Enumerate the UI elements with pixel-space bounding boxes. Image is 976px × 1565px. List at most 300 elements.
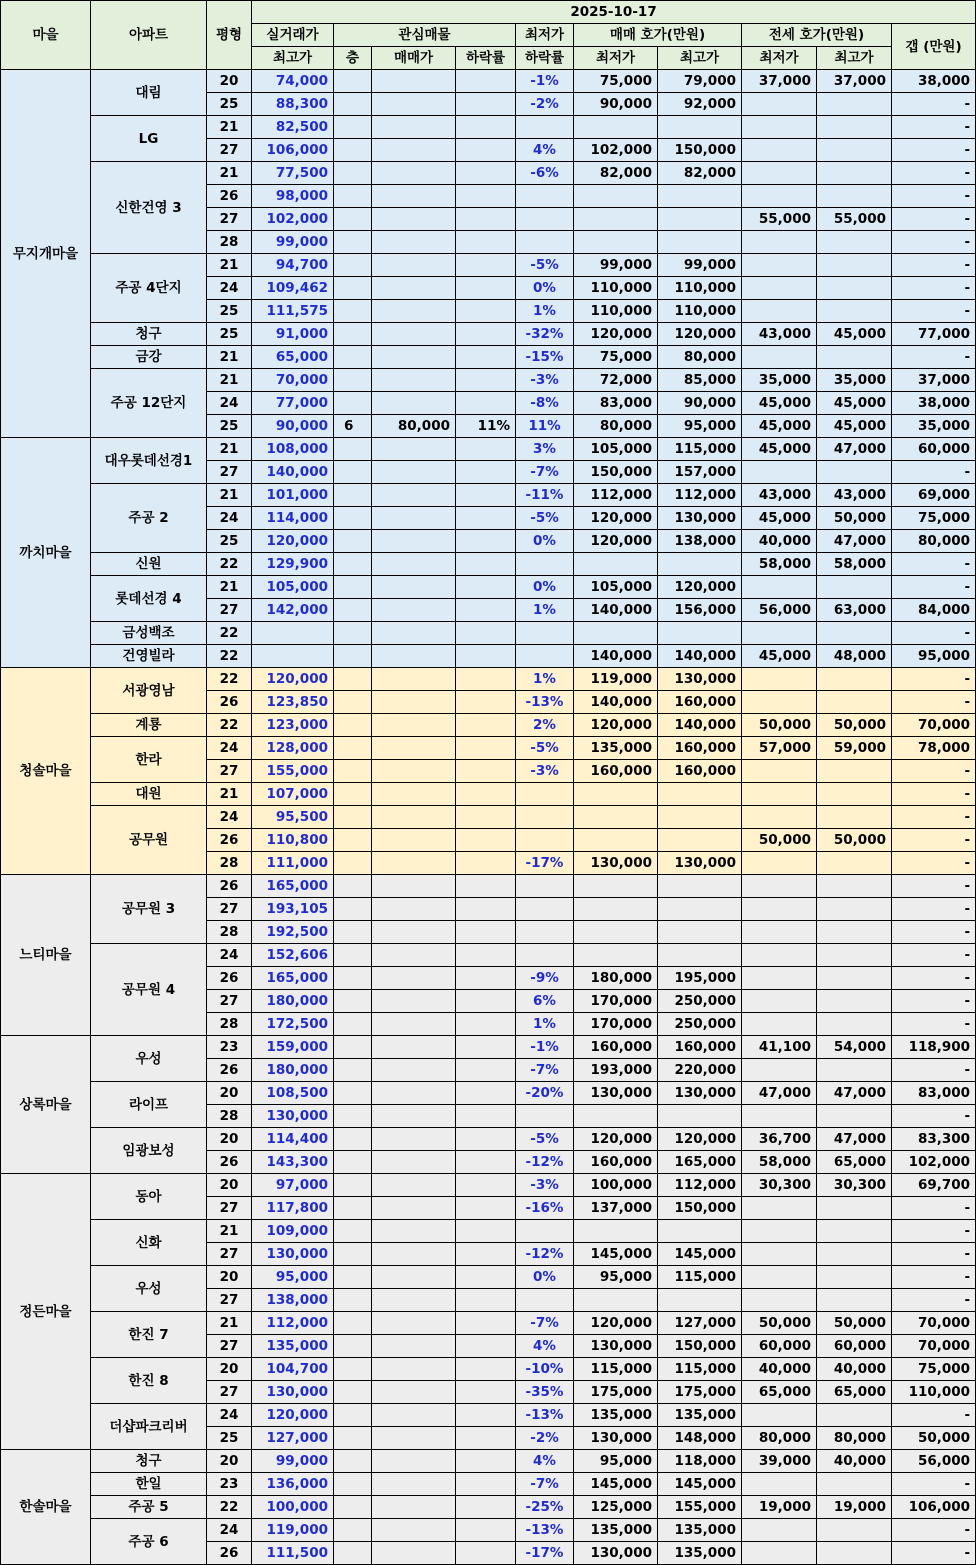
table-row xyxy=(1,714,976,737)
floor-cell xyxy=(334,392,372,415)
table-row xyxy=(1,1312,976,1335)
gap-cell: - xyxy=(892,300,976,323)
sale-min-cell: 120,000 xyxy=(574,323,658,346)
size-cell: 26 xyxy=(207,829,252,852)
table-row xyxy=(1,484,976,507)
gap-cell: - xyxy=(892,1197,976,1220)
jeonse-max-cell: 30,300 xyxy=(817,1174,892,1197)
village-name: 상록마을 xyxy=(1,1036,91,1174)
jeonse-max-cell xyxy=(817,691,892,714)
jeonse-min-cell: 43,000 xyxy=(742,484,817,507)
interest-drop-cell xyxy=(456,1335,516,1358)
gap-cell: 70,000 xyxy=(892,1312,976,1335)
floor-cell xyxy=(334,1059,372,1082)
sale-max-cell: 150,000 xyxy=(658,1197,742,1220)
sale-min-cell: 119,000 xyxy=(574,668,658,691)
interest-price-cell xyxy=(372,369,456,392)
jeonse-max-cell xyxy=(817,254,892,277)
floor-cell xyxy=(334,1105,372,1128)
table-row xyxy=(1,576,976,599)
interest-price-cell xyxy=(372,1243,456,1266)
gap-cell: 70,000 xyxy=(892,714,976,737)
sale-max-cell: 150,000 xyxy=(658,1335,742,1358)
interest-drop-cell xyxy=(456,369,516,392)
jeonse-min-cell xyxy=(742,668,817,691)
min-drop-cell xyxy=(516,921,574,944)
size-cell: 27 xyxy=(207,461,252,484)
gap-cell: - xyxy=(892,1013,976,1036)
jeonse-max-cell: 50,000 xyxy=(817,829,892,852)
sale-min-cell xyxy=(574,1105,658,1128)
gap-cell: 60,000 xyxy=(892,438,976,461)
jeonse-max-cell: 55,000 xyxy=(817,208,892,231)
sale-max-cell: 90,000 xyxy=(658,392,742,415)
min-drop-cell xyxy=(516,231,574,254)
jeonse-max-cell: 59,000 xyxy=(817,737,892,760)
jeonse-min-cell xyxy=(742,990,817,1013)
sale-min-cell xyxy=(574,898,658,921)
jeonse-min-cell xyxy=(742,254,817,277)
table-row xyxy=(1,70,976,93)
jeonse-min-cell xyxy=(742,622,817,645)
sale-min-cell: 75,000 xyxy=(574,346,658,369)
sale-max-cell xyxy=(658,806,742,829)
sale-min-cell: 105,000 xyxy=(574,438,658,461)
real-trade-cell: 104,700 xyxy=(252,1358,334,1381)
apartment-name: 대원 xyxy=(91,783,207,806)
jeonse-min-cell xyxy=(742,783,817,806)
floor-cell xyxy=(334,1082,372,1105)
real-trade-cell: 95,000 xyxy=(252,1266,334,1289)
interest-drop-cell xyxy=(456,530,516,553)
real-trade-cell: 143,300 xyxy=(252,1151,334,1174)
jeonse-max-cell: 80,000 xyxy=(817,1427,892,1450)
gap-cell: 56,000 xyxy=(892,1450,976,1473)
interest-price-cell xyxy=(372,1289,456,1312)
apartment-name: 공무원 4 xyxy=(91,944,207,1036)
sale-max-cell: 138,000 xyxy=(658,530,742,553)
jeonse-min-cell xyxy=(742,1059,817,1082)
jeonse-min-cell xyxy=(742,461,817,484)
size-cell: 24 xyxy=(207,806,252,829)
interest-drop-cell: 11% xyxy=(456,415,516,438)
interest-drop-cell xyxy=(456,967,516,990)
size-cell: 23 xyxy=(207,1036,252,1059)
sale-min-cell: 95,000 xyxy=(574,1266,658,1289)
real-trade-cell: 106,000 xyxy=(252,139,334,162)
apartment-name: 대우롯데선경1 xyxy=(91,438,207,484)
gap-cell: 118,900 xyxy=(892,1036,976,1059)
floor-cell xyxy=(334,277,372,300)
min-drop-cell xyxy=(516,1289,574,1312)
min-drop-cell: 6% xyxy=(516,990,574,1013)
real-trade-cell: 129,900 xyxy=(252,553,334,576)
jeonse-min-cell: 55,000 xyxy=(742,208,817,231)
sale-min-cell: 105,000 xyxy=(574,576,658,599)
interest-drop-cell xyxy=(456,898,516,921)
gap-cell: 106,000 xyxy=(892,1496,976,1519)
interest-price-cell xyxy=(372,1427,456,1450)
sale-max-cell: 148,000 xyxy=(658,1427,742,1450)
min-drop-cell xyxy=(516,829,574,852)
jeonse-min-cell xyxy=(742,346,817,369)
sale-max-cell: 112,000 xyxy=(658,1174,742,1197)
interest-drop-cell xyxy=(456,1243,516,1266)
gap-cell: 38,000 xyxy=(892,70,976,93)
min-drop-cell xyxy=(516,185,574,208)
size-cell: 27 xyxy=(207,1335,252,1358)
jeonse-min-cell xyxy=(742,300,817,323)
gap-cell: - xyxy=(892,1542,976,1565)
apartment-name: 금강 xyxy=(91,346,207,369)
sale-min-cell xyxy=(574,208,658,231)
min-drop-cell: -13% xyxy=(516,1404,574,1427)
table-row xyxy=(1,369,976,392)
sale-max-cell: 220,000 xyxy=(658,1059,742,1082)
sale-min-cell xyxy=(574,1220,658,1243)
interest-price-cell xyxy=(372,1335,456,1358)
sale-max-cell: 118,000 xyxy=(658,1450,742,1473)
size-cell: 22 xyxy=(207,645,252,668)
table-row xyxy=(1,875,976,898)
min-drop-cell: -1% xyxy=(516,70,574,93)
floor-cell xyxy=(334,346,372,369)
interest-price-cell xyxy=(372,1496,456,1519)
header-jeonse-max: 최고가 xyxy=(817,47,892,70)
header-size: 평형 xyxy=(207,1,252,70)
floor-cell xyxy=(334,852,372,875)
jeonse-max-cell xyxy=(817,967,892,990)
size-cell: 26 xyxy=(207,691,252,714)
floor-cell xyxy=(334,1496,372,1519)
jeonse-max-cell: 37,000 xyxy=(817,70,892,93)
jeonse-min-cell xyxy=(742,852,817,875)
jeonse-max-cell xyxy=(817,806,892,829)
gap-cell: 38,000 xyxy=(892,392,976,415)
interest-drop-cell xyxy=(456,139,516,162)
apartment-name: 동아 xyxy=(91,1174,207,1220)
interest-price-cell xyxy=(372,622,456,645)
jeonse-max-cell xyxy=(817,461,892,484)
real-trade-cell: 109,000 xyxy=(252,1220,334,1243)
sale-min-cell xyxy=(574,231,658,254)
gap-cell: 69,700 xyxy=(892,1174,976,1197)
interest-drop-cell xyxy=(456,185,516,208)
floor-cell xyxy=(334,599,372,622)
size-cell: 21 xyxy=(207,1312,252,1335)
interest-price-cell xyxy=(372,208,456,231)
interest-price-cell xyxy=(372,70,456,93)
jeonse-max-cell xyxy=(817,921,892,944)
table-row xyxy=(1,944,976,967)
gap-cell: - xyxy=(892,1243,976,1266)
size-cell: 21 xyxy=(207,783,252,806)
gap-cell: - xyxy=(892,277,976,300)
real-trade-cell: 142,000 xyxy=(252,599,334,622)
sale-min-cell: 140,000 xyxy=(574,645,658,668)
jeonse-min-cell: 45,000 xyxy=(742,507,817,530)
sale-min-cell: 82,000 xyxy=(574,162,658,185)
gap-cell: 50,000 xyxy=(892,1427,976,1450)
real-trade-cell: 109,462 xyxy=(252,277,334,300)
interest-price-cell xyxy=(372,553,456,576)
real-trade-cell: 130,000 xyxy=(252,1381,334,1404)
gap-cell: - xyxy=(892,1404,976,1427)
jeonse-min-cell xyxy=(742,921,817,944)
sale-max-cell: 120,000 xyxy=(658,323,742,346)
real-trade-cell: 70,000 xyxy=(252,369,334,392)
apartment-name: 건영빌라 xyxy=(91,645,207,668)
jeonse-min-cell xyxy=(742,875,817,898)
apartment-name: 한일 xyxy=(91,1473,207,1496)
min-drop-cell: -2% xyxy=(516,1427,574,1450)
gap-cell: - xyxy=(892,576,976,599)
jeonse-min-cell: 40,000 xyxy=(742,1358,817,1381)
apartment-name: 우성 xyxy=(91,1266,207,1312)
jeonse-max-cell: 65,000 xyxy=(817,1381,892,1404)
apartment-name: 대림 xyxy=(91,70,207,116)
interest-price-cell xyxy=(372,1358,456,1381)
jeonse-min-cell: 36,700 xyxy=(742,1128,817,1151)
real-trade-cell: 91,000 xyxy=(252,323,334,346)
jeonse-max-cell xyxy=(817,231,892,254)
size-cell: 23 xyxy=(207,1473,252,1496)
interest-price-cell xyxy=(372,139,456,162)
real-trade-cell: 77,000 xyxy=(252,392,334,415)
jeonse-min-cell: 47,000 xyxy=(742,1082,817,1105)
interest-drop-cell xyxy=(456,484,516,507)
real-trade-cell: 111,500 xyxy=(252,1542,334,1565)
interest-price-cell xyxy=(372,737,456,760)
header-floor: 층 xyxy=(334,47,372,70)
sale-min-cell: 170,000 xyxy=(574,1013,658,1036)
jeonse-max-cell xyxy=(817,277,892,300)
interest-price-cell xyxy=(372,944,456,967)
gap-cell: - xyxy=(892,760,976,783)
sale-max-cell: 82,000 xyxy=(658,162,742,185)
jeonse-max-cell: 54,000 xyxy=(817,1036,892,1059)
sale-max-cell: 145,000 xyxy=(658,1243,742,1266)
gap-cell: - xyxy=(892,1519,976,1542)
table-row xyxy=(1,438,976,461)
real-trade-cell: 123,850 xyxy=(252,691,334,714)
interest-drop-cell xyxy=(456,162,516,185)
interest-price-cell xyxy=(372,1036,456,1059)
floor-cell xyxy=(334,1358,372,1381)
min-drop-cell: -7% xyxy=(516,1473,574,1496)
real-trade-cell: 165,000 xyxy=(252,875,334,898)
size-cell: 20 xyxy=(207,1266,252,1289)
size-cell: 27 xyxy=(207,898,252,921)
sale-min-cell: 125,000 xyxy=(574,1496,658,1519)
jeonse-max-cell xyxy=(817,852,892,875)
gap-cell: - xyxy=(892,898,976,921)
real-trade-cell: 119,000 xyxy=(252,1519,334,1542)
jeonse-min-cell: 39,000 xyxy=(742,1450,817,1473)
sale-max-cell: 150,000 xyxy=(658,139,742,162)
interest-drop-cell xyxy=(456,1059,516,1082)
sale-min-cell: 150,000 xyxy=(574,461,658,484)
size-cell: 25 xyxy=(207,300,252,323)
real-trade-cell: 110,800 xyxy=(252,829,334,852)
floor-cell xyxy=(334,944,372,967)
jeonse-min-cell xyxy=(742,944,817,967)
table-row xyxy=(1,1404,976,1427)
sale-min-cell: 135,000 xyxy=(574,737,658,760)
interest-price-cell xyxy=(372,714,456,737)
table-row xyxy=(1,1220,976,1243)
min-drop-cell: -11% xyxy=(516,484,574,507)
jeonse-min-cell: 57,000 xyxy=(742,737,817,760)
interest-price-cell xyxy=(372,1220,456,1243)
real-trade-cell: 136,000 xyxy=(252,1473,334,1496)
min-drop-cell: -35% xyxy=(516,1381,574,1404)
floor-cell xyxy=(334,806,372,829)
sale-max-cell: 160,000 xyxy=(658,691,742,714)
min-drop-cell: -3% xyxy=(516,760,574,783)
sale-min-cell: 115,000 xyxy=(574,1358,658,1381)
gap-cell: - xyxy=(892,1473,976,1496)
floor-cell xyxy=(334,162,372,185)
floor-cell xyxy=(334,185,372,208)
jeonse-max-cell xyxy=(817,760,892,783)
interest-drop-cell xyxy=(456,323,516,346)
floor-cell xyxy=(334,576,372,599)
apartment-name: 롯데선경 4 xyxy=(91,576,207,622)
interest-price-cell xyxy=(372,1473,456,1496)
min-drop-cell: -1% xyxy=(516,1036,574,1059)
table-row xyxy=(1,737,976,760)
gap-cell: - xyxy=(892,875,976,898)
min-drop-cell: -15% xyxy=(516,346,574,369)
gap-cell: - xyxy=(892,1059,976,1082)
min-drop-cell: -6% xyxy=(516,162,574,185)
sale-max-cell xyxy=(658,783,742,806)
village-name: 느티마을 xyxy=(1,875,91,1036)
sale-min-cell: 193,000 xyxy=(574,1059,658,1082)
table-row xyxy=(1,1519,976,1542)
sale-max-cell: 130,000 xyxy=(658,668,742,691)
interest-drop-cell xyxy=(456,599,516,622)
gap-cell: 110,000 xyxy=(892,1381,976,1404)
real-trade-cell: 95,500 xyxy=(252,806,334,829)
interest-price-cell xyxy=(372,1128,456,1151)
floor-cell xyxy=(334,1381,372,1404)
interest-drop-cell xyxy=(456,1542,516,1565)
sale-min-cell: 135,000 xyxy=(574,1519,658,1542)
size-cell: 27 xyxy=(207,599,252,622)
jeonse-min-cell: 37,000 xyxy=(742,70,817,93)
size-cell: 28 xyxy=(207,921,252,944)
jeonse-max-cell xyxy=(817,1404,892,1427)
min-drop-cell: 4% xyxy=(516,1450,574,1473)
jeonse-max-cell: 19,000 xyxy=(817,1496,892,1519)
interest-price-cell xyxy=(372,1450,456,1473)
interest-drop-cell xyxy=(456,1036,516,1059)
gap-cell: 80,000 xyxy=(892,530,976,553)
sale-min-cell: 137,000 xyxy=(574,1197,658,1220)
interest-drop-cell xyxy=(456,1105,516,1128)
sale-max-cell: 165,000 xyxy=(658,1151,742,1174)
floor-cell xyxy=(334,921,372,944)
size-cell: 26 xyxy=(207,1059,252,1082)
sale-max-cell: 250,000 xyxy=(658,1013,742,1036)
jeonse-max-cell xyxy=(817,1197,892,1220)
size-cell: 21 xyxy=(207,116,252,139)
real-trade-cell: 112,000 xyxy=(252,1312,334,1335)
floor-cell xyxy=(334,438,372,461)
sale-max-cell xyxy=(658,829,742,852)
sale-max-cell: 110,000 xyxy=(658,300,742,323)
jeonse-min-cell xyxy=(742,185,817,208)
floor-cell xyxy=(334,967,372,990)
gap-cell: 37,000 xyxy=(892,369,976,392)
min-drop-cell: -16% xyxy=(516,1197,574,1220)
gap-cell: 35,000 xyxy=(892,415,976,438)
interest-price-cell xyxy=(372,852,456,875)
floor-cell xyxy=(334,254,372,277)
apartment-name: 주공 12단지 xyxy=(91,369,207,438)
floor-cell xyxy=(334,553,372,576)
header-sale-quote: 매매 호가(만원) xyxy=(574,24,742,47)
gap-cell: 77,000 xyxy=(892,323,976,346)
real-trade-cell: 74,000 xyxy=(252,70,334,93)
gap-cell: - xyxy=(892,967,976,990)
jeonse-max-cell xyxy=(817,783,892,806)
jeonse-max-cell xyxy=(817,346,892,369)
jeonse-max-cell: 50,000 xyxy=(817,507,892,530)
min-drop-cell: 1% xyxy=(516,1013,574,1036)
interest-drop-cell xyxy=(456,806,516,829)
table-row xyxy=(1,1266,976,1289)
sale-min-cell: 72,000 xyxy=(574,369,658,392)
sale-min-cell xyxy=(574,553,658,576)
gap-cell: - xyxy=(892,806,976,829)
sale-max-cell xyxy=(658,1105,742,1128)
interest-drop-cell xyxy=(456,875,516,898)
real-trade-cell: 192,500 xyxy=(252,921,334,944)
floor-cell xyxy=(334,484,372,507)
real-trade-cell: 128,000 xyxy=(252,737,334,760)
jeonse-max-cell: 47,000 xyxy=(817,1082,892,1105)
sale-max-cell: 135,000 xyxy=(658,1519,742,1542)
floor-cell xyxy=(334,1197,372,1220)
apartment-name: 계룡 xyxy=(91,714,207,737)
min-drop-cell: 4% xyxy=(516,1335,574,1358)
sale-min-cell xyxy=(574,622,658,645)
interest-price-cell xyxy=(372,990,456,1013)
jeonse-max-cell xyxy=(817,300,892,323)
min-drop-cell: -7% xyxy=(516,1059,574,1082)
interest-drop-cell xyxy=(456,1381,516,1404)
real-trade-cell: 100,000 xyxy=(252,1496,334,1519)
floor-cell xyxy=(334,1519,372,1542)
floor-cell xyxy=(334,1243,372,1266)
jeonse-min-cell: 45,000 xyxy=(742,392,817,415)
jeonse-max-cell: 63,000 xyxy=(817,599,892,622)
sale-min-cell: 160,000 xyxy=(574,760,658,783)
interest-price-cell xyxy=(372,1519,456,1542)
jeonse-max-cell: 45,000 xyxy=(817,392,892,415)
interest-drop-cell xyxy=(456,829,516,852)
floor-cell xyxy=(334,668,372,691)
min-drop-cell: 2% xyxy=(516,714,574,737)
sale-min-cell: 110,000 xyxy=(574,300,658,323)
floor-cell xyxy=(334,1473,372,1496)
jeonse-min-cell xyxy=(742,1404,817,1427)
size-cell: 26 xyxy=(207,875,252,898)
real-trade-cell: 114,000 xyxy=(252,507,334,530)
